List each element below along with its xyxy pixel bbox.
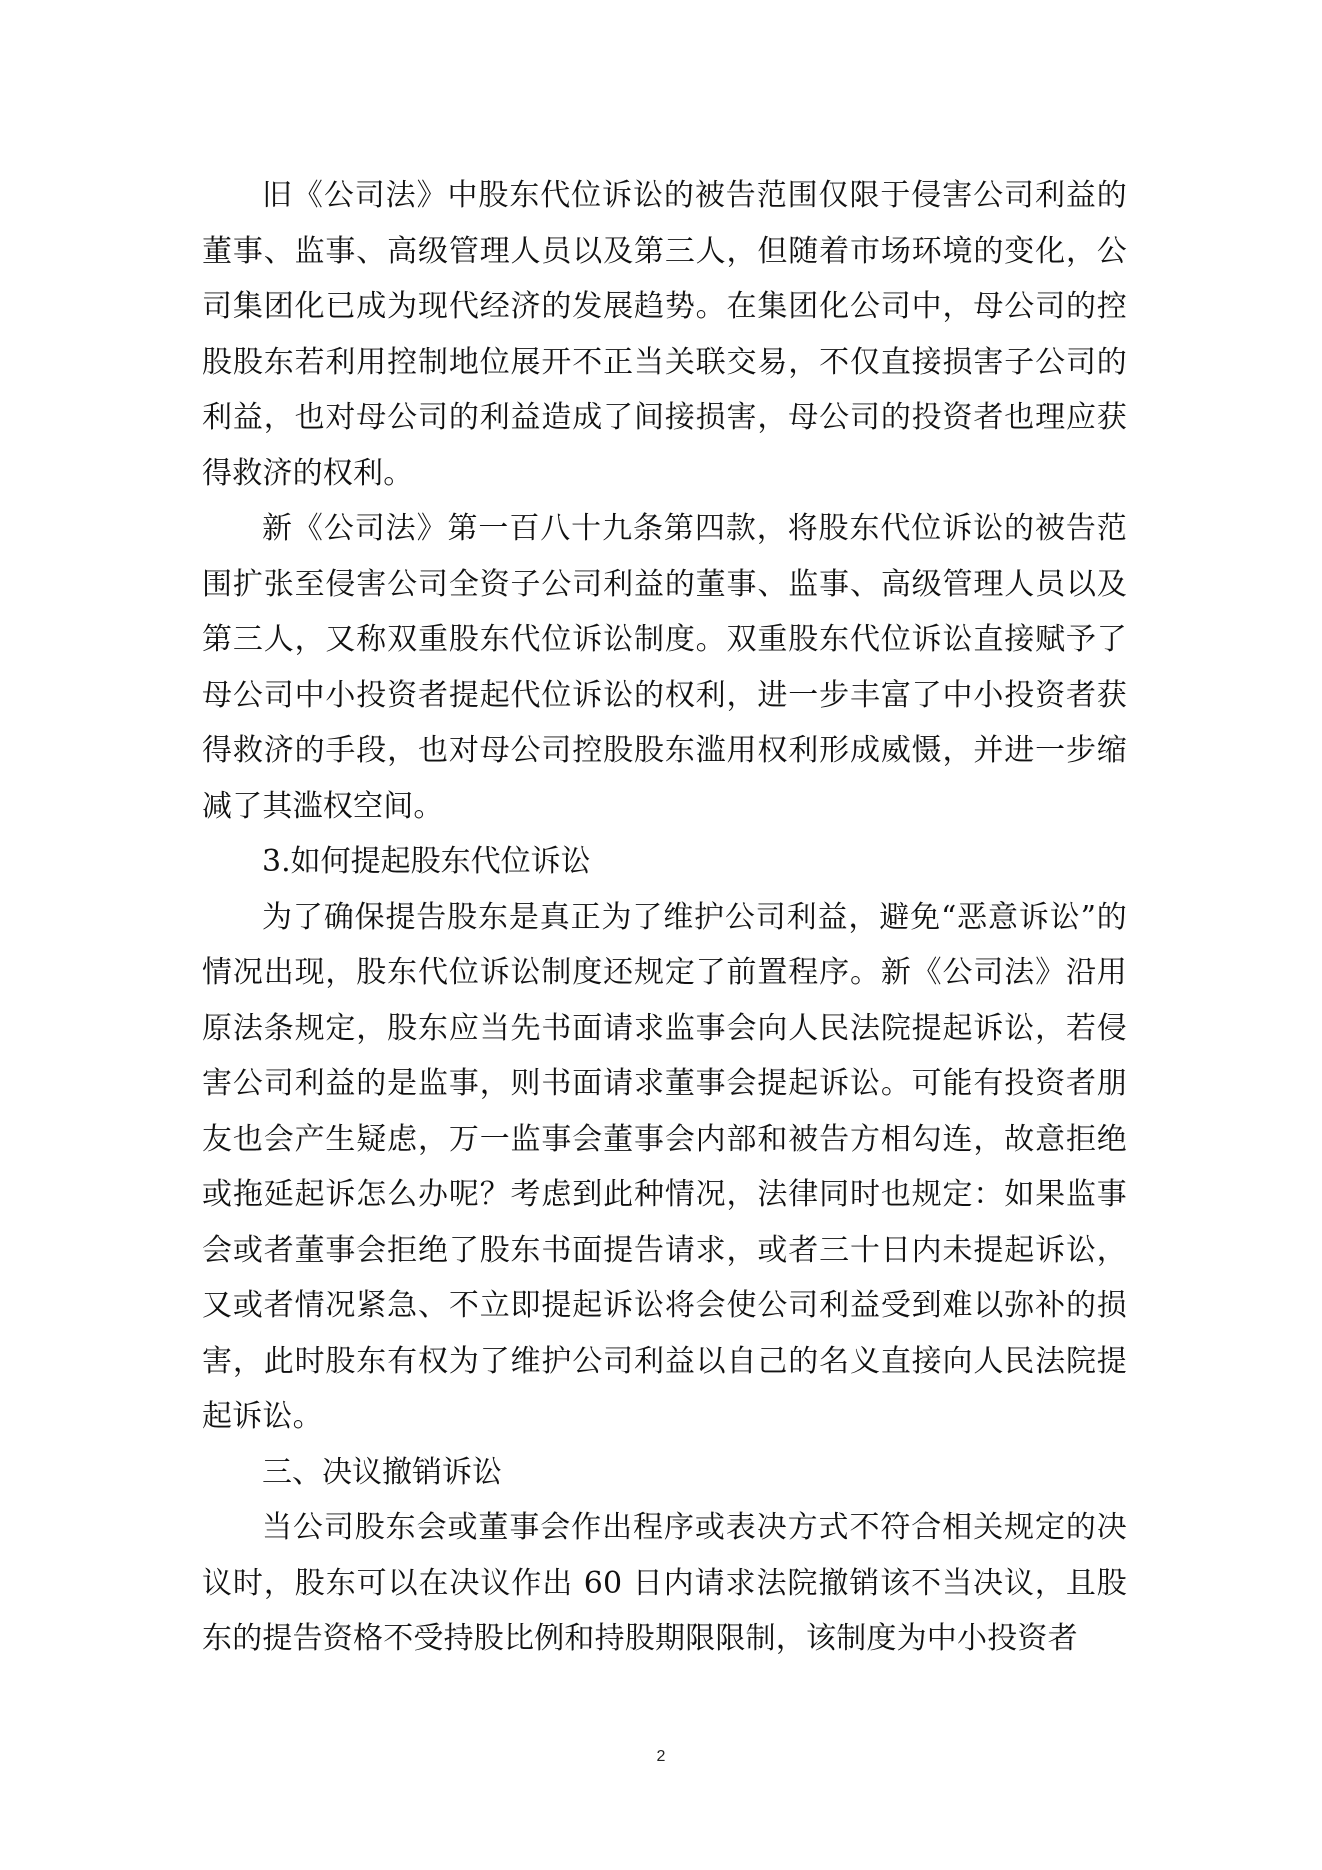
section-heading-how-to-file: 3.如何提起股东代位诉讼 — [262, 844, 591, 879]
paragraph-pre-procedure: 为了确保提告股东是真正为了维护公司利益，避免“恶意诉讼”的情况出现，股东代位诉讼制度还规定了前置程序。新《公司法》沿用原法条规定，股东应当先书面请求监事会向人民法院提起诉讼，若侵害公司利益的是监事，则书面请求董事会提起诉讼。可能有投资者朋友也会产生疑虑，万一监事会董事会内部和被告方相勾连，故意拒绝或拖延起诉怎么办呢？考虑到此种情况，法律同时也规定：如果监事会或者董事会拒绝了股东书面提告请求，或者三十日内未提起诉讼，又或者情况紧急、不立即提起诉讼将会使公司利益受到难以弥补的损害，此时股东有权为了维护公司利益以自己的名义直接向人民法院提起诉讼。 — [202, 899, 1127, 1434]
paragraph-old-company-law: 旧《公司法》中股东代位诉讼的被告范围仅限于侵害公司利益的董事、监事、高级管理人员以及第三人，但随着市场环境的变化，公司集团化已成为现代经济的发展趋势。在集团化公司中，母公司的控股股东若利用控制地位展开不正当关联交易，不仅直接损害子公司的利益，也对母公司的利益造成了间接损害，母公司的投资者也理应获得救济的权利。 — [202, 178, 1127, 491]
paragraph-resolution-revocation: 当公司股东会或董事会作出程序或表决方式不符合相关规定的决议时，股东可以在决议作出 60 日内请求法院撤销该不当决议，且股东的提告资格不受持股比例和持股期限限制，该制度为中小投资者 — [202, 1510, 1127, 1656]
document-body — [202, 168, 1127, 1667]
page-number: 2 — [656, 1748, 666, 1765]
section-heading-resolution-revocation: 三、决议撤销诉讼 — [262, 1454, 502, 1490]
paragraph-new-company-law: 新《公司法》第一百八十九条第四款，将股东代位诉讼的被告范围扩张至侵害公司全资子公司利益的董事、监事、高级管理人员以及第三人，又称双重股东代位诉讼制度。双重股东代位诉讼直接赋予了母公司中小投资者提起代位诉讼的权利，进一步丰富了中小投资者获得救济的手段，也对母公司控股股东滥用权利形成威慑，并进一步缩减了其滥权空间。 — [202, 511, 1127, 824]
